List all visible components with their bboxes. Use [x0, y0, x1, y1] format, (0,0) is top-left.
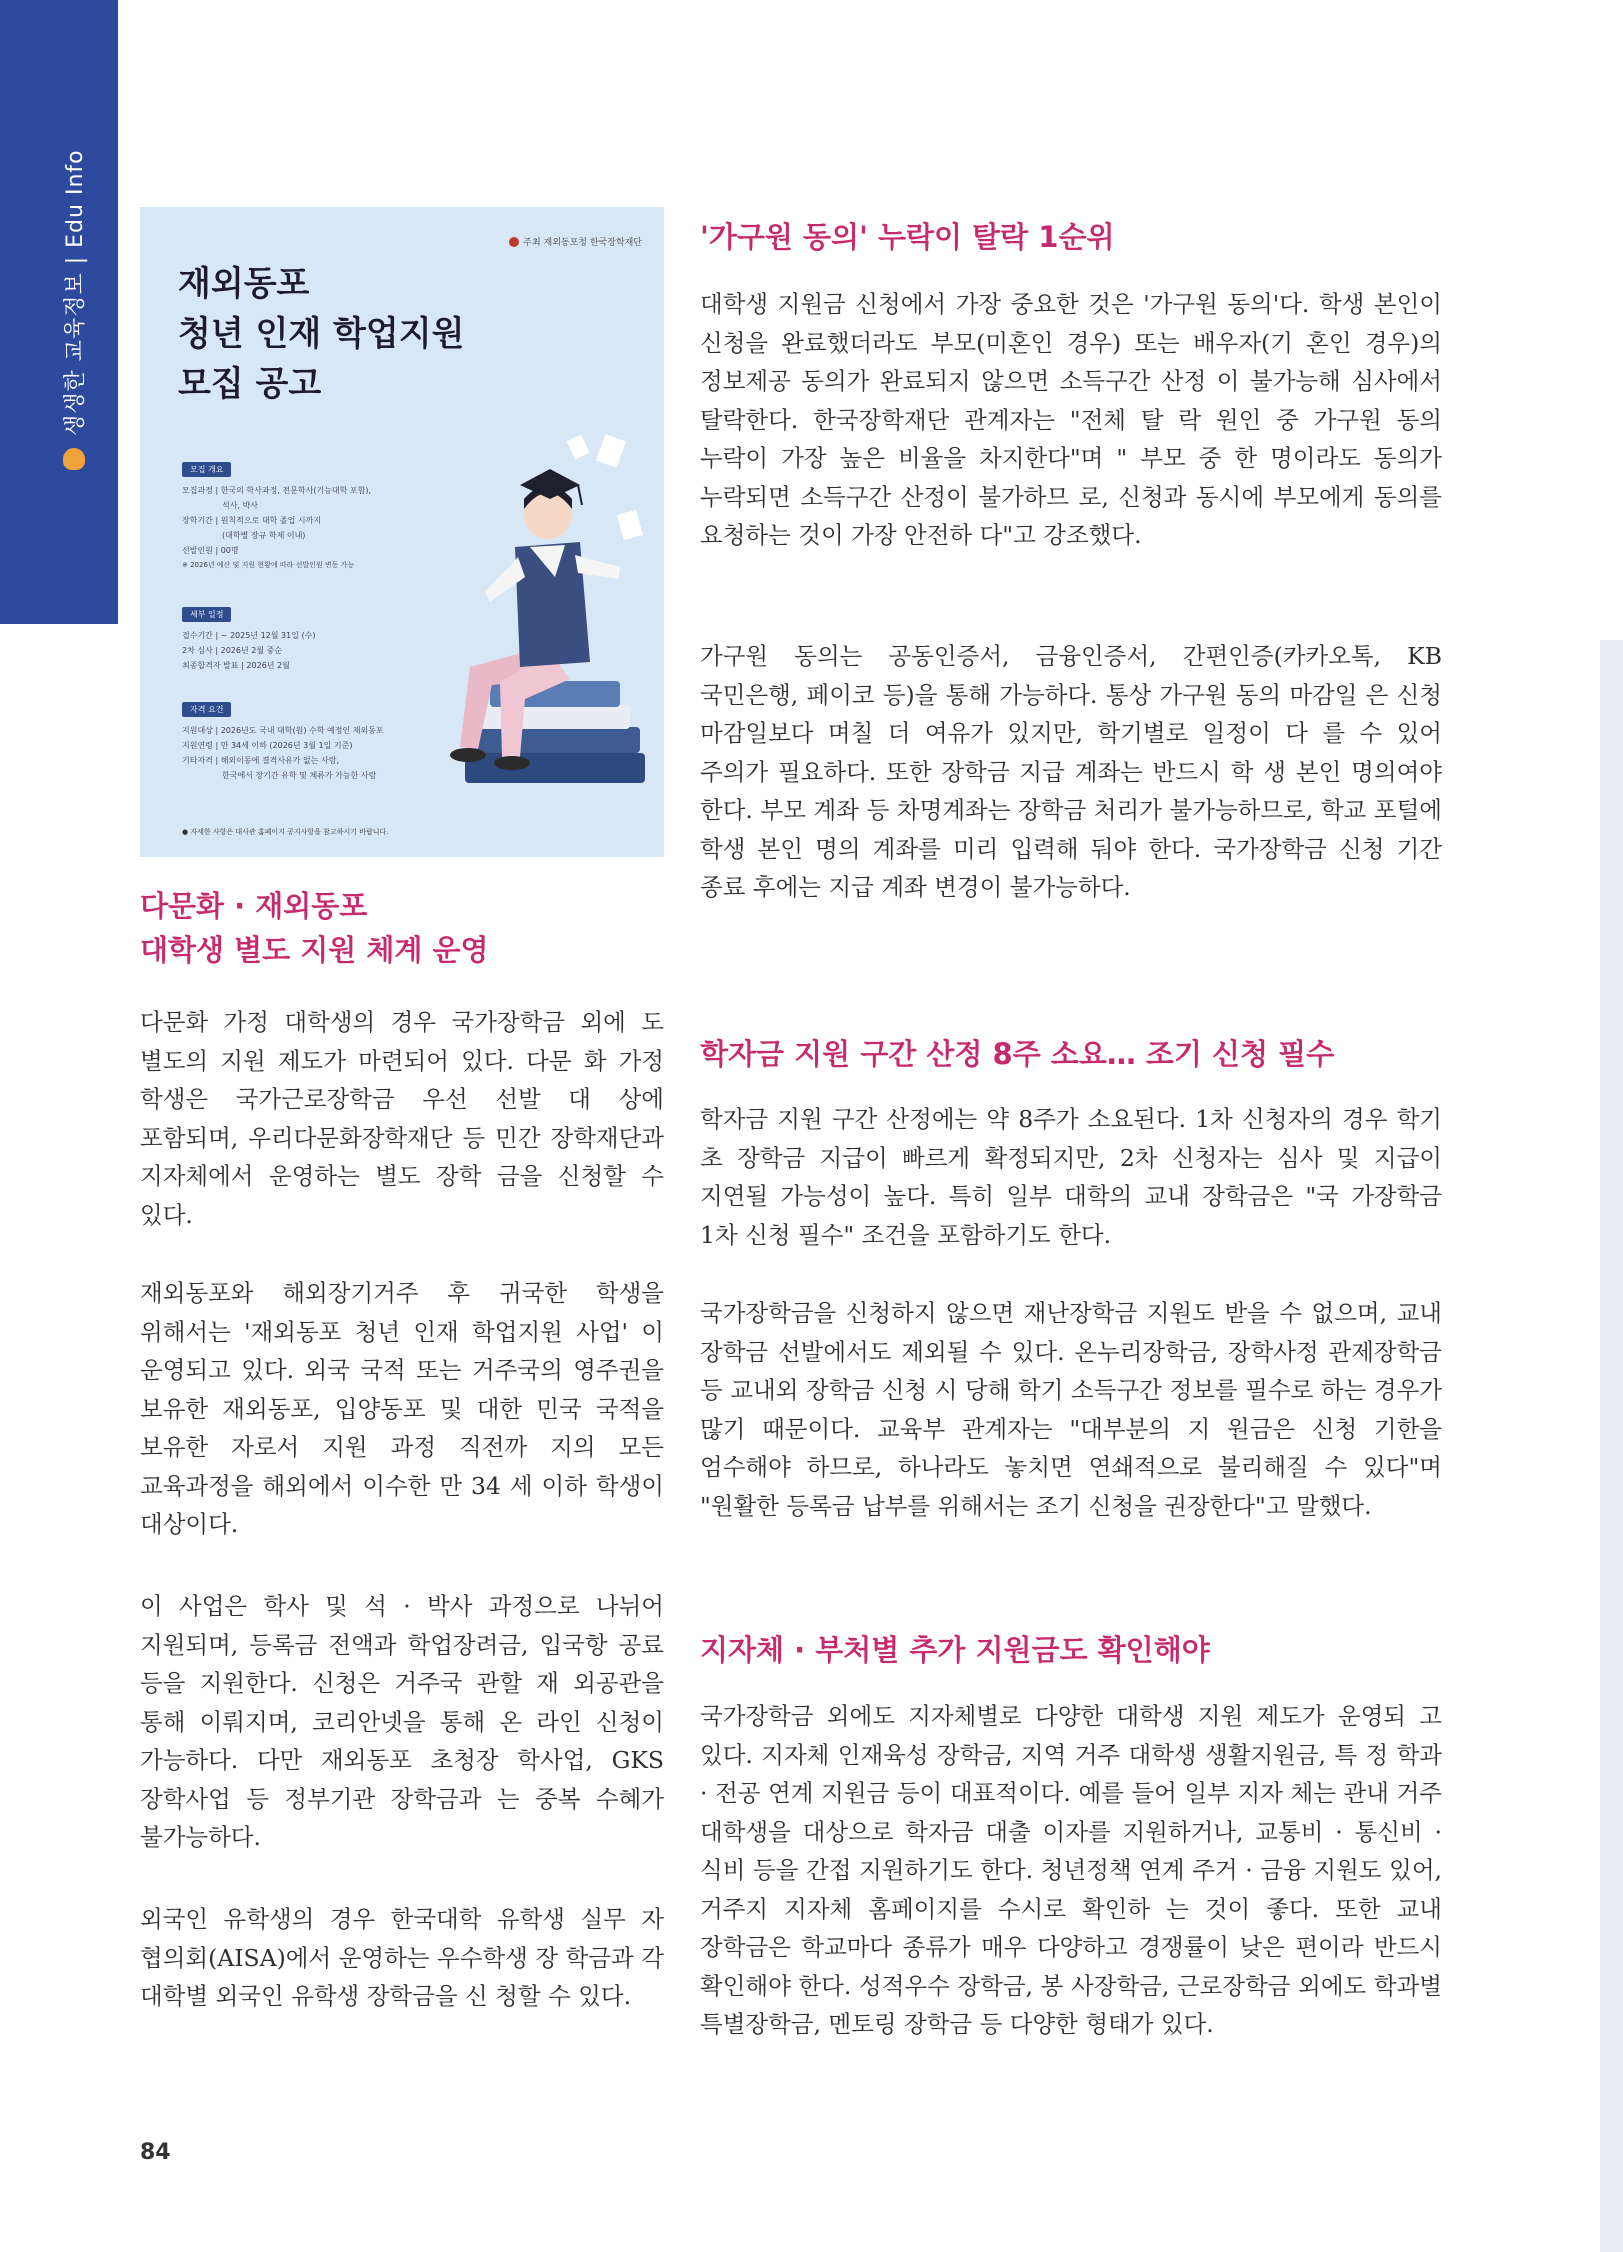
- poster-line: 장학기간 | 원칙적으로 대학 졸업 시까지: [182, 516, 322, 525]
- paragraph: 국가장학금을 신청하지 않으면 재난장학금 지원도 받을 수 없으며, 교내 장학금 선발에서도 제외될 수 있다. 온누리장학금, 장학사정 관제장학금 등 교내외 장학금 신청 시 당해 학기 소득구간 정보를 필수로 하는 경우가 많기 때문이다. 교육부 관계자는 "대부분의 지 원금은 신청 기한을 엄수해야 하므로, 하나라도 놓치면 연쇄적으로 불리해질 수 있다"며 "원활한 등록금 납부를 위해서는 조기 신청을 권장한다"고 말했다.: [700, 1299, 1442, 1520]
- poster-line: 최종합격자 발표 | 2026년 2월: [182, 661, 290, 670]
- heading-line: 다문화 · 재외동포: [140, 889, 368, 923]
- poster-badge: 자격 요건: [182, 702, 231, 717]
- recruitment-poster: [140, 207, 664, 857]
- poster-line: (대학별 장규 학제 이내): [222, 531, 306, 540]
- poster-org-label: 주최 재외동포청 한국장학재단: [523, 238, 642, 248]
- paragraph: 가구원 동의는 공동인증서, 금융인증서, 간편인증(카카오톡, KB 국민은행, 페이코 등)을 통해 가능하다. 통상 가구원 동의 마감일 은 신청 마감일보다 며칠 더 여유가 있지만, 학기별로 일정이 다 를 수 있어 주의가 필요하다. 또한 장학금 지급 계좌는 반드시 학 생 본인 명의여야 한다. 부모 계좌 등 차명계좌는 장학금 처리가 불가능하므로, 학교 포털에 학생 본인 명의 계좌를 미리 입력해 둬야 한다. 국가장학금 신청 기간 종료 후에는 지급 계좌 변경이 불가능하다.: [700, 642, 1442, 901]
- section-heading-multicultural: [140, 884, 489, 972]
- poster-line: 2차 심사 | 2026년 2월 중순: [182, 646, 283, 655]
- poster-title-line: 청년 인재 학업지원: [178, 314, 465, 354]
- emblem-icon: [509, 237, 519, 247]
- page-edge-strip: [1600, 640, 1623, 2252]
- poster-title-line: 모집 공고: [178, 364, 322, 404]
- poster-org: [509, 235, 642, 248]
- poster-line: 접수기간 | ~ 2025년 12월 31일 (수): [182, 631, 316, 640]
- poster-line: 지원연령 | 만 34세 이하 (2026년 3월 1일 기준): [182, 741, 353, 750]
- poster-section-schedule: [182, 602, 452, 673]
- poster-title-line: 재외동포: [178, 264, 310, 304]
- poster-badge: 모집 개요: [182, 462, 231, 477]
- poster-line: 지원대상 | 2026년도 국내 대학(원) 수학 예정인 재외동포: [182, 726, 384, 735]
- page-number: 84: [140, 2140, 171, 2165]
- paragraph: 다문화 가정 대학생의 경우 국가장학금 외에 도 별도의 지원 제도가 마련되어 있다. 다문 화 가정 학생은 국가근로장학금 우선 선발 대 상에 포함되며, 우리다문화장학재단 등 민간 장학재단과 지자체에서 운영하는 별도 장학 금을 신청할 수 있다.: [140, 1008, 664, 1229]
- paragraph: 외국인 유학생의 경우 한국대학 유학생 실무 자 협의회(AISA)에서 운영하는 우수학생 장 학금과 각 대학별 외국인 유학생 장학금을 신 청할 수 있다.: [140, 1905, 664, 2010]
- heading-line: 대학생 별도 지원 체계 운영: [140, 933, 489, 967]
- section-tab: [0, 0, 118, 624]
- poster-badge: 세부 일정: [182, 607, 231, 622]
- poster-line: 기타자격 | 해외이동에 결격사유가 없는 사람,: [182, 756, 340, 765]
- poster-note: ● 자세한 사항은 대사관 홈페이지 공지사항을 참고하시기 바랍니다.: [182, 828, 389, 836]
- poster-title: [178, 259, 538, 409]
- poster-line: 모집과정 | 한국의 학사과정, 전문학사(기능대학 포함),: [182, 486, 372, 495]
- section-heading-local-government: 지자체 · 부처별 추가 지원금도 확인해야: [700, 1633, 1210, 1667]
- poster-section-overview: [182, 457, 452, 573]
- paragraph: 국가장학금 외에도 지자체별로 다양한 대학생 지원 제도가 운영되 고 있다. 지자체 인재육성 장학금, 지역 거주 대학생 생활지원금, 특 정 학과 · 전공 연계 지원금 등이 대표적이다. 예를 들어 일부 지자 체는 관내 거주 대학생을 대상으로 학자금 대출 이자를 지원하거나, 교통비 · 통신비 · 식비 등을 간접 지원하기도 한다. 청년정책 연계 주거 · 금융 지원도 있어, 거주지 지자체 홈페이지를 수시로 확인하 는 것이 좋다. 또한 교내 장학금은 학교마다 종류가 매우 다양하고 경쟁률이 낮은 편이라 반드시 확인해야 한다. 성적우수 장학금, 봉 사장학금, 근로장학금 외에도 학과별 특별장학금, 멘토링 장학금 등 다양한 형태가 있다.: [700, 1702, 1442, 2038]
- poster-line: 석사, 박사: [222, 501, 258, 510]
- paragraph: 학자금 지원 구간 산정에는 약 8주가 소요된다. 1차 신청자의 경우 학기 초 장학금 지급이 빠르게 확정되지만, 2차 신청자는 심사 및 지급이 지연될 가능성이 높다. 특히 일부 대학의 교내 장학금은 "국 가장학금 1차 신청 필수" 조건을 포함하기도 한다.: [700, 1105, 1442, 1249]
- section-tab-label: 생생한 교육정보 | Edu Info: [63, 149, 88, 436]
- bulb-icon: [63, 448, 85, 470]
- poster-line: ※ 2026년 예산 및 지원 현황에 따라 선발인원 변동 가능: [182, 561, 355, 569]
- poster-line: 선발인원 | 00명: [182, 546, 239, 555]
- section-heading-early-application: 학자금 지원 구간 산정 8주 소요… 조기 신청 필수: [700, 1037, 1335, 1071]
- paragraph: 이 사업은 학사 및 석 · 박사 과정으로 나뉘어 지원되며, 등록금 전액과 학업장려금, 입국항 공료 등을 지원한다. 신청은 거주국 관할 재 외공관을 통해 이뤄지며, 코리안넷을 통해 온 라인 신청이 가능하다. 다만 재외동포 초청장 학사업, GKS 장학사업 등 정부기관 장학금과 는 중복 수혜가 불가능하다.: [140, 1592, 664, 1851]
- poster-section-eligibility: [182, 697, 452, 783]
- student-illustration: [430, 417, 660, 797]
- section-heading-household-consent: '가구원 동의' 누락이 탈락 1순위: [700, 220, 1115, 254]
- paragraph: 대학생 지원금 신청에서 가장 중요한 것은 '가구원 동의'다. 학생 본인이 신청을 완료했더라도 부모(미혼인 경우) 또는 배우자(기 혼인 경우)의 정보제공 동의가 완료되지 않으면 소득구간 산정 이 불가능해 심사에서 탈락한다. 한국장학재단 관계자는 "전체 탈 락 원인 중 가구원 동의 누락이 가장 높은 비율을 차지한다"며 " 부모 중 한 명이라도 동의가 누락되면 소득구간 산정이 불가하므 로, 신청과 동시에 부모에게 동의를 요청하는 것이 가장 안전하 다"고 강조했다.: [700, 290, 1442, 549]
- poster-line: 한국에서 장기간 유학 및 체류가 가능한 사람: [222, 771, 377, 780]
- paragraph: 재외동포와 해외장기거주 후 귀국한 학생을 위해서는 '재외동포 청년 인재 학업지원 사업' 이 운영되고 있다. 외국 국적 또는 거주국의 영주권을 보유한 재외동포, 입양동포 및 대한 민국 국적을 보유한 자로서 지원 과정 직전까 지의 모든 교육과정을 해외에서 이수한 만 34 세 이하 학생이 대상이다.: [140, 1279, 664, 1538]
